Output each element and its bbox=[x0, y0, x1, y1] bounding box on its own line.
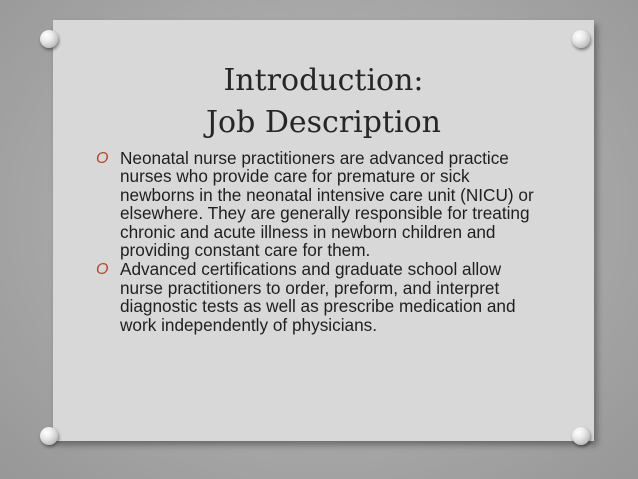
bullet-marker: O bbox=[96, 261, 109, 279]
bullet-text: Neonatal nurse practitioners are advanced practice nurses who provide care for premature or sick newborns in the neonatal intensive care unit (NICU) or elsewhere. They are generally responsible for treating chronic and acute illness in newborn children and providing constant care for them. bbox=[120, 148, 534, 261]
slide-title-line-2: Job Description bbox=[205, 105, 441, 140]
pushpin-icon bbox=[572, 30, 590, 48]
slide-title-line-1: Introduction: bbox=[223, 63, 424, 98]
pushpin-icon bbox=[40, 427, 58, 445]
slide-title bbox=[53, 60, 594, 144]
pushpin-icon bbox=[572, 427, 590, 445]
bullet-item bbox=[96, 149, 536, 259]
bullet-text: Advanced certifications and graduate school allow nurse practitioners to order, preform, and interpret diagnostic tests as well as prescribe medication and work independently of physicians. bbox=[120, 259, 516, 335]
bullet-item bbox=[96, 260, 536, 334]
bullet-list bbox=[96, 149, 536, 335]
bullet-marker: O bbox=[96, 150, 109, 167]
pushpin-icon bbox=[40, 30, 58, 48]
